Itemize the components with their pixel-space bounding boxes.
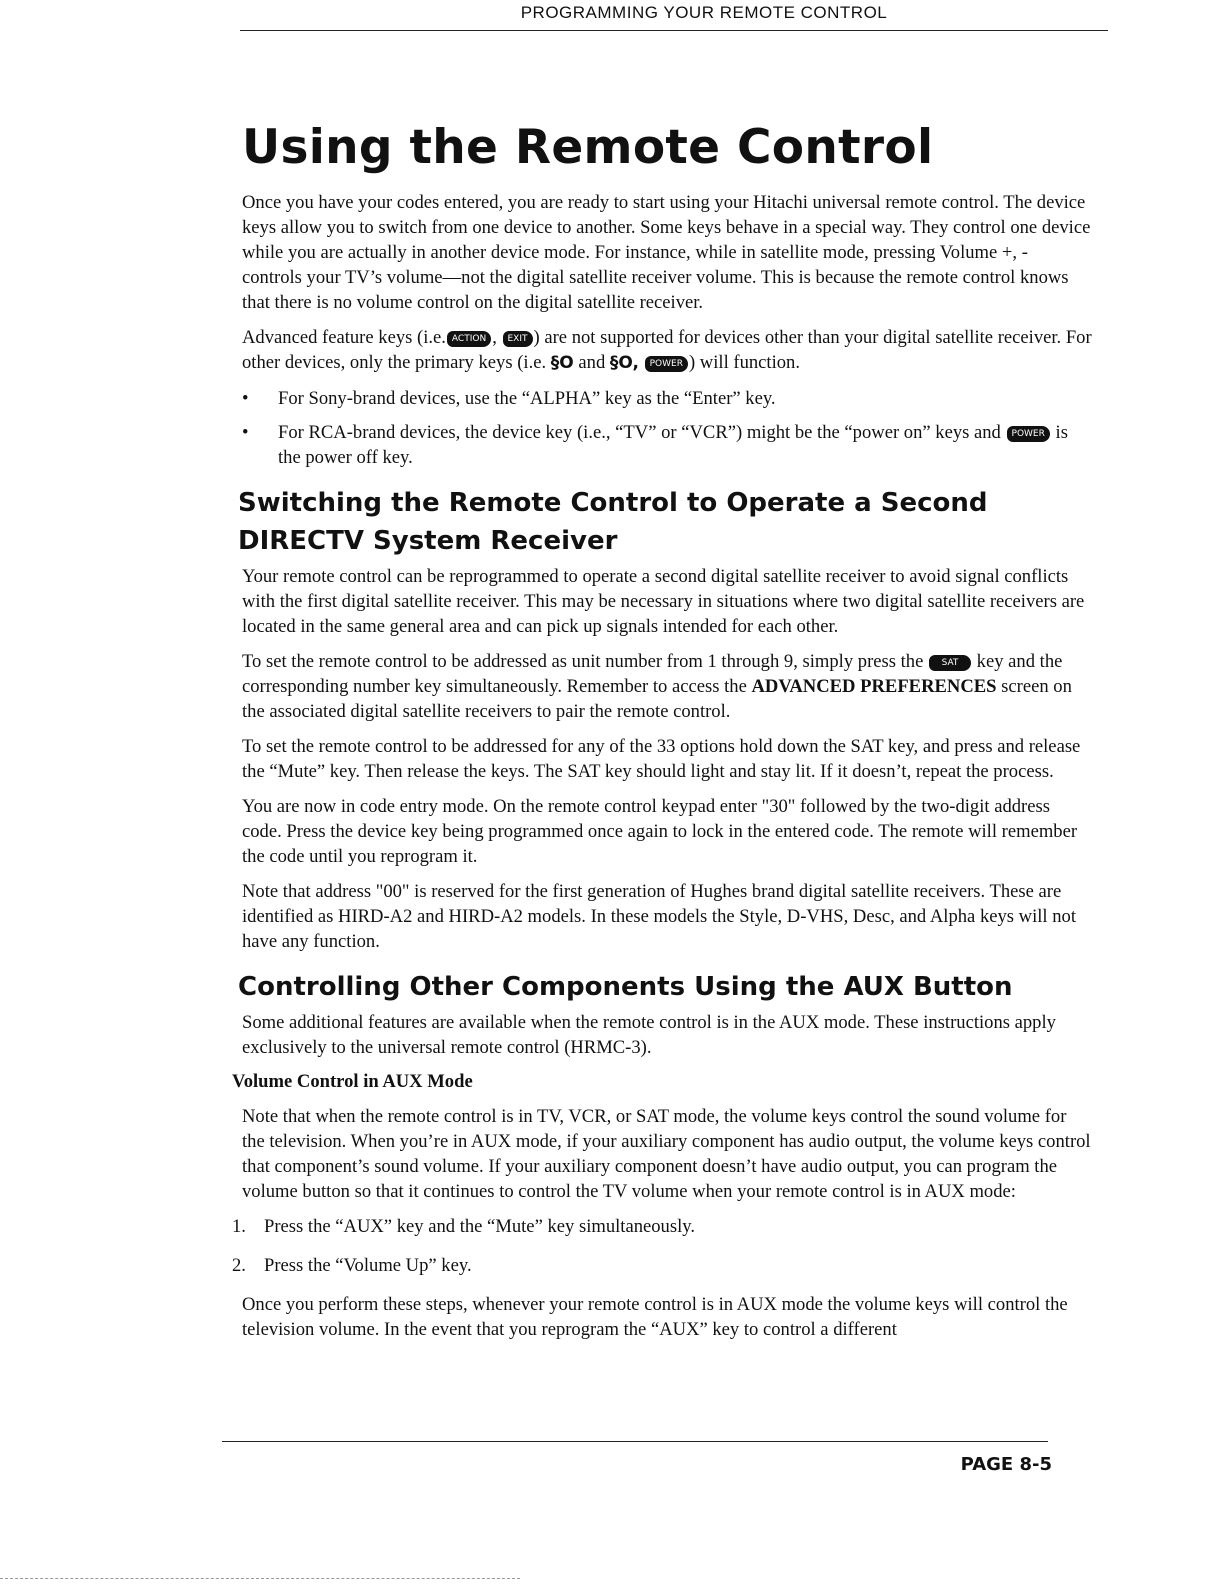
advanced-and: and <box>578 352 606 373</box>
aux-p2: Note that when the remote control is in TV, VCR, or SAT mode, the volume keys control the sound volume for the television. When you’re in AUX mode, if your auxiliary component has audio output, the volume keys control that component’s sound volume. If your auxiliary component doesn’t have audio output, you can program the volume button so that it continues to control the TV volume when your remote control is in AUX mode: <box>242 1106 1091 1202</box>
step-text: Press the “Volume Up” key. <box>264 1255 472 1276</box>
scan-artifact-line <box>0 1578 520 1579</box>
section-title-second-receiver: Switching the Remote Control to Operate a Second DIRECTV System Receiver <box>238 488 988 556</box>
list-item <box>232 1253 1092 1278</box>
page-title: Using the Remote Control <box>242 120 934 175</box>
step-text: Press the “AUX” key and the “Mute” key simultaneously. <box>264 1216 695 1237</box>
p2-text-3: screen on the associated digital satellite receivers to pair the remote control. <box>242 676 1072 722</box>
second-receiver-p2 <box>242 649 1092 724</box>
running-header: PROGRAMMING YOUR REMOTE CONTROL <box>240 2 1108 31</box>
brand-notes-list <box>242 386 1092 470</box>
device-symbol-1: §O <box>550 353 574 373</box>
second-receiver-p1: Your remote control can be reprogrammed to operate a second digital satellite receiver to avoid signal conflicts with the first digital satellite receiver. This may be necessary in situations where two digital satellite receivers are located in the same general area and can pick up signals intended for each other. <box>242 566 1085 637</box>
advanced-text-3: ) will function. <box>688 352 800 373</box>
aux-steps-list <box>232 1214 1092 1278</box>
step-number: 1. <box>232 1216 246 1237</box>
advanced-text-2: ) are not supported for devices other than your digital satellite receiver. For other devices, only the primary keys (i.e. <box>242 327 1092 373</box>
step-number: 2. <box>232 1255 246 1276</box>
sat-key-icon: SAT <box>929 655 971 671</box>
list-item <box>232 1214 1092 1239</box>
power-key-icon: POWER <box>1007 426 1050 442</box>
aux-subtitle: Volume Control in AUX Mode <box>232 1071 473 1092</box>
second-receiver-p3: To set the remote control to be addressed for any of the 33 options hold down the SAT key, and press and release the “Mute” key. Then release the keys. The SAT key should light and stay lit. If it doesn’t, repeat the process. <box>242 736 1081 782</box>
list-item-sony <box>242 386 1092 411</box>
intro-paragraph: Once you have your codes entered, you are ready to start using your Hitachi universal remote control. The device keys allow you to switch from one device to another. Some keys behave in a special way. They control one device while you are actually in another device mode. For instance, while in satellite mode, pressing Volume +, - controls your TV’s volume—not the digital satellite receiver volume. This is because the remote control knows that there is no volume control on the digital satellite receiver. <box>242 192 1091 313</box>
footer-divider <box>222 1441 1048 1442</box>
advanced-text-1: Advanced feature keys (i.e. <box>242 327 446 348</box>
list-item-rca <box>242 420 1092 470</box>
aux-p1: Some additional features are available when the remote control is in the AUX mode. These instructions apply exclusively to the universal remote control (HRMC-3). <box>242 1012 1056 1058</box>
second-receiver-p4: You are now in code entry mode. On the remote control keypad enter "30" followed by the two-digit address code. Press the device key being programmed once again to lock in the entered code. The remote will remember the code until you reprogram it. <box>242 796 1078 867</box>
advanced-preferences-label: ADVANCED PREFERENCES <box>751 676 997 697</box>
sony-note: For Sony-brand devices, use the “ALPHA” key as the “Enter” key. <box>278 388 776 409</box>
aux-p3: Once you perform these steps, whenever your remote control is in AUX mode the volume keys will control the television volume. In the event that you reprogram the “AUX” key to control a different <box>242 1294 1068 1340</box>
p2-text-1: To set the remote control to be addressed as unit number from 1 through 9, simply press the <box>242 651 924 672</box>
action-key-icon: ACTION <box>447 331 491 347</box>
page-number: PAGE 8-5 <box>960 1454 1052 1475</box>
second-receiver-p5: Note that address "00" is reserved for the first generation of Hughes brand digital satellite receivers. These are identified as HIRD-A2 and HIRD-A2 models. In these models the Style, D-VHS, Desc, and Alpha keys will not have any function. <box>242 881 1077 952</box>
rca-note-2: is the power off key. <box>278 422 1068 468</box>
rca-note-1: For RCA-brand devices, the device key (i.e., “TV” or “VCR”) might be the “power on” keys and <box>278 422 1001 443</box>
bullet-icon: • <box>242 388 249 409</box>
advanced-sep: , <box>492 327 497 348</box>
power-key-icon: POWER <box>645 356 688 372</box>
bullet-icon: • <box>242 422 249 443</box>
device-symbol-2: §O, <box>609 353 639 373</box>
p2-text-2: key and the corresponding number key simultaneously. Remember to access the <box>242 651 1063 697</box>
section-title-aux: Controlling Other Components Using the AUX Button <box>238 972 1013 1002</box>
advanced-keys-paragraph <box>242 325 1092 376</box>
page-content <box>232 118 1092 1352</box>
exit-key-icon: EXIT <box>503 331 533 347</box>
